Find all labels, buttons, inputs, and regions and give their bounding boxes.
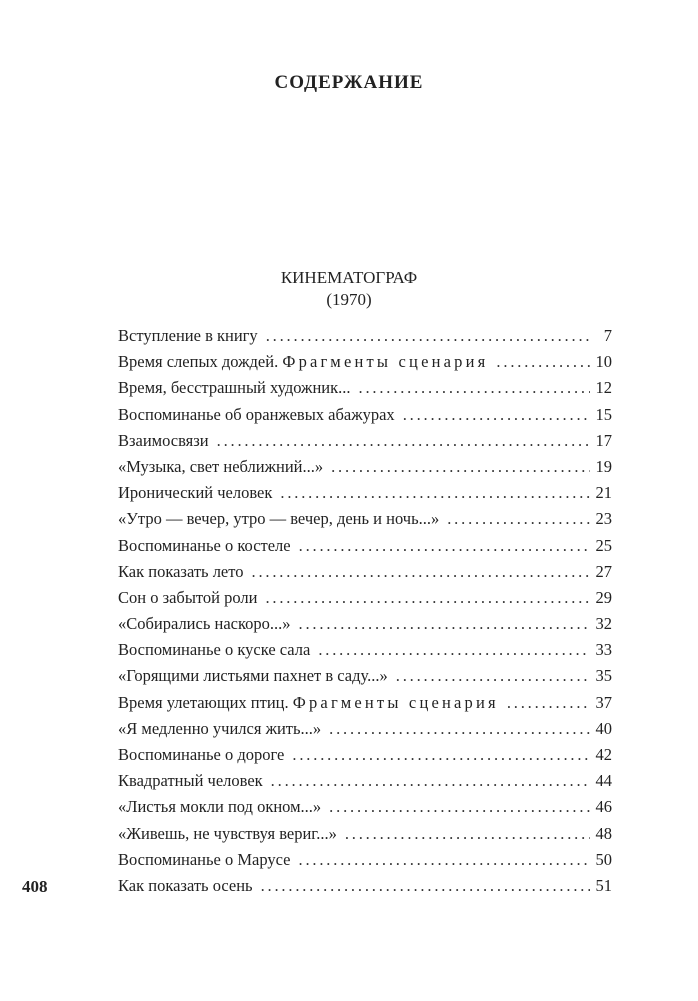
entry-page: 17 [595,430,612,450]
entry-title-text: Как показать лето [118,561,244,581]
dot-leader [252,562,590,582]
entry-page: 35 [595,666,612,686]
entry-title [118,457,323,477]
toc-entry [118,457,612,483]
dot-leader [292,745,589,765]
entry-title [118,431,209,451]
toc-entry [118,405,612,431]
dot-leader [261,876,590,896]
dot-leader [396,666,590,686]
entry-page: 42 [595,745,612,764]
entry-page: 37 [595,692,612,712]
toc-entry [118,588,612,614]
entry-title [118,666,388,686]
entry-page: 15 [595,404,612,424]
entry-title-text: Иронический человек [118,483,273,503]
page-title: СОДЕРЖАНИЕ [274,72,424,93]
toc-entry [118,771,612,797]
dot-leader [265,588,589,608]
toc-entry [118,352,612,378]
entry-page: 50 [595,849,612,869]
entry-title [118,509,439,529]
entry-title [118,876,253,896]
toc-entry [118,509,612,535]
toc-entry [118,378,612,404]
entry-title-text: «Горящими листьями пахнет в саду...» [118,666,388,686]
entry-title [118,588,257,608]
entry-title [118,378,351,398]
entry-title-text: Квадратный человек [118,771,263,791]
entry-title-text: Время слепых дождей. [118,352,283,372]
dot-leader [271,771,590,791]
entry-page: 12 [595,378,612,398]
entry-subtitle: Фрагменты сценария [292,692,499,712]
entry-page: 25 [595,535,612,555]
entry-title [118,483,272,503]
entry-title-text: Время улетающих птиц. [118,692,293,712]
entry-title [118,640,310,660]
entry-title [118,745,284,765]
entry-title [118,850,291,870]
dot-leader [280,483,589,503]
entry-page: 29 [595,587,612,607]
entry-page: 46 [595,797,612,817]
entry-title-text: «Собирались наскоро...» [118,614,291,634]
entry-page: 48 [595,823,612,843]
toc-entry [118,431,612,457]
entry-page: 40 [595,718,612,738]
table-of-contents [118,326,612,902]
dot-leader [299,614,590,634]
dot-leader [507,693,590,713]
toc-entry [118,693,612,719]
section-name: КИНЕМАТОГРАФ [280,268,418,287]
toc-entry [118,536,612,562]
entry-page: 21 [595,483,612,503]
dot-leader [266,326,590,346]
entry-page: 10 [595,352,612,372]
toc-entry [118,850,612,876]
entry-title [118,405,395,425]
entry-title-text: «Я медленно учился жить...» [118,718,322,738]
toc-entry [118,483,612,509]
dot-leader [217,431,590,451]
toc-entry [118,797,612,823]
dot-leader [403,405,590,425]
entry-title-text: Воспоминанье о дороге [118,745,285,764]
entry-page: 33 [595,640,612,660]
entry-subtitle: Фрагменты сценария [282,352,489,372]
entry-title-text: Воспоминанье о куске сала [118,640,311,660]
entry-page: 32 [595,614,612,634]
dot-leader [331,457,589,477]
entry-title-text: Сон о забытой роли [118,587,258,607]
entry-title-text: Вступление в книгу [118,326,258,345]
dot-leader [299,536,590,556]
toc-entry [118,719,612,745]
entry-title [118,797,321,817]
toc-entry [118,824,612,850]
entry-title [118,562,244,582]
entry-page: 44 [595,771,612,791]
entry-title [118,693,499,713]
dot-leader [318,640,589,660]
dot-leader [359,378,590,398]
entry-page: 23 [595,509,612,529]
entry-title-text: «Утро — вечер, утро — вечер, день и ночь...» [118,509,440,529]
toc-entry [118,666,612,692]
entry-page: 7 [603,326,612,345]
dot-leader [299,850,590,870]
entry-title-text: Воспоминанье о Марусе [118,849,291,869]
entry-title-text: «Музыка, свет неближний...» [118,456,324,476]
entry-title-text: «Листья мокли под окном...» [118,797,322,817]
entry-title [118,824,337,844]
dot-leader [447,509,589,529]
entry-title-text: Взаимосвязи [118,430,209,450]
entry-title [118,352,488,372]
entry-title [118,536,291,556]
section-heading [0,267,698,311]
entry-title [118,771,263,791]
toc-entry [118,614,612,640]
entry-title-text: Как показать осень [118,875,253,895]
entry-title-text: Время, бесстрашный художник... [118,378,351,398]
entry-title [118,326,258,346]
toc-entry [118,326,612,352]
page-number: 408 [22,877,48,896]
dot-leader [496,352,589,372]
entry-title [118,614,291,634]
entry-page: 51 [595,875,612,895]
toc-entry [118,640,612,666]
dot-leader [329,719,589,739]
entry-title-text: Воспоминанье об оранжевых абажурах [118,404,395,424]
entry-page: 27 [595,561,612,581]
entry-title [118,719,321,739]
entry-title-text: «Живешь, не чувствуя вериг...» [118,823,337,843]
section-year: (1970) [326,290,372,309]
toc-entry [118,876,612,902]
toc-entry [118,562,612,588]
dot-leader [329,797,589,817]
toc-entry [118,745,612,771]
dot-leader [345,824,590,844]
entry-page: 19 [595,456,612,476]
entry-title-text: Воспоминанье о костеле [118,535,291,555]
